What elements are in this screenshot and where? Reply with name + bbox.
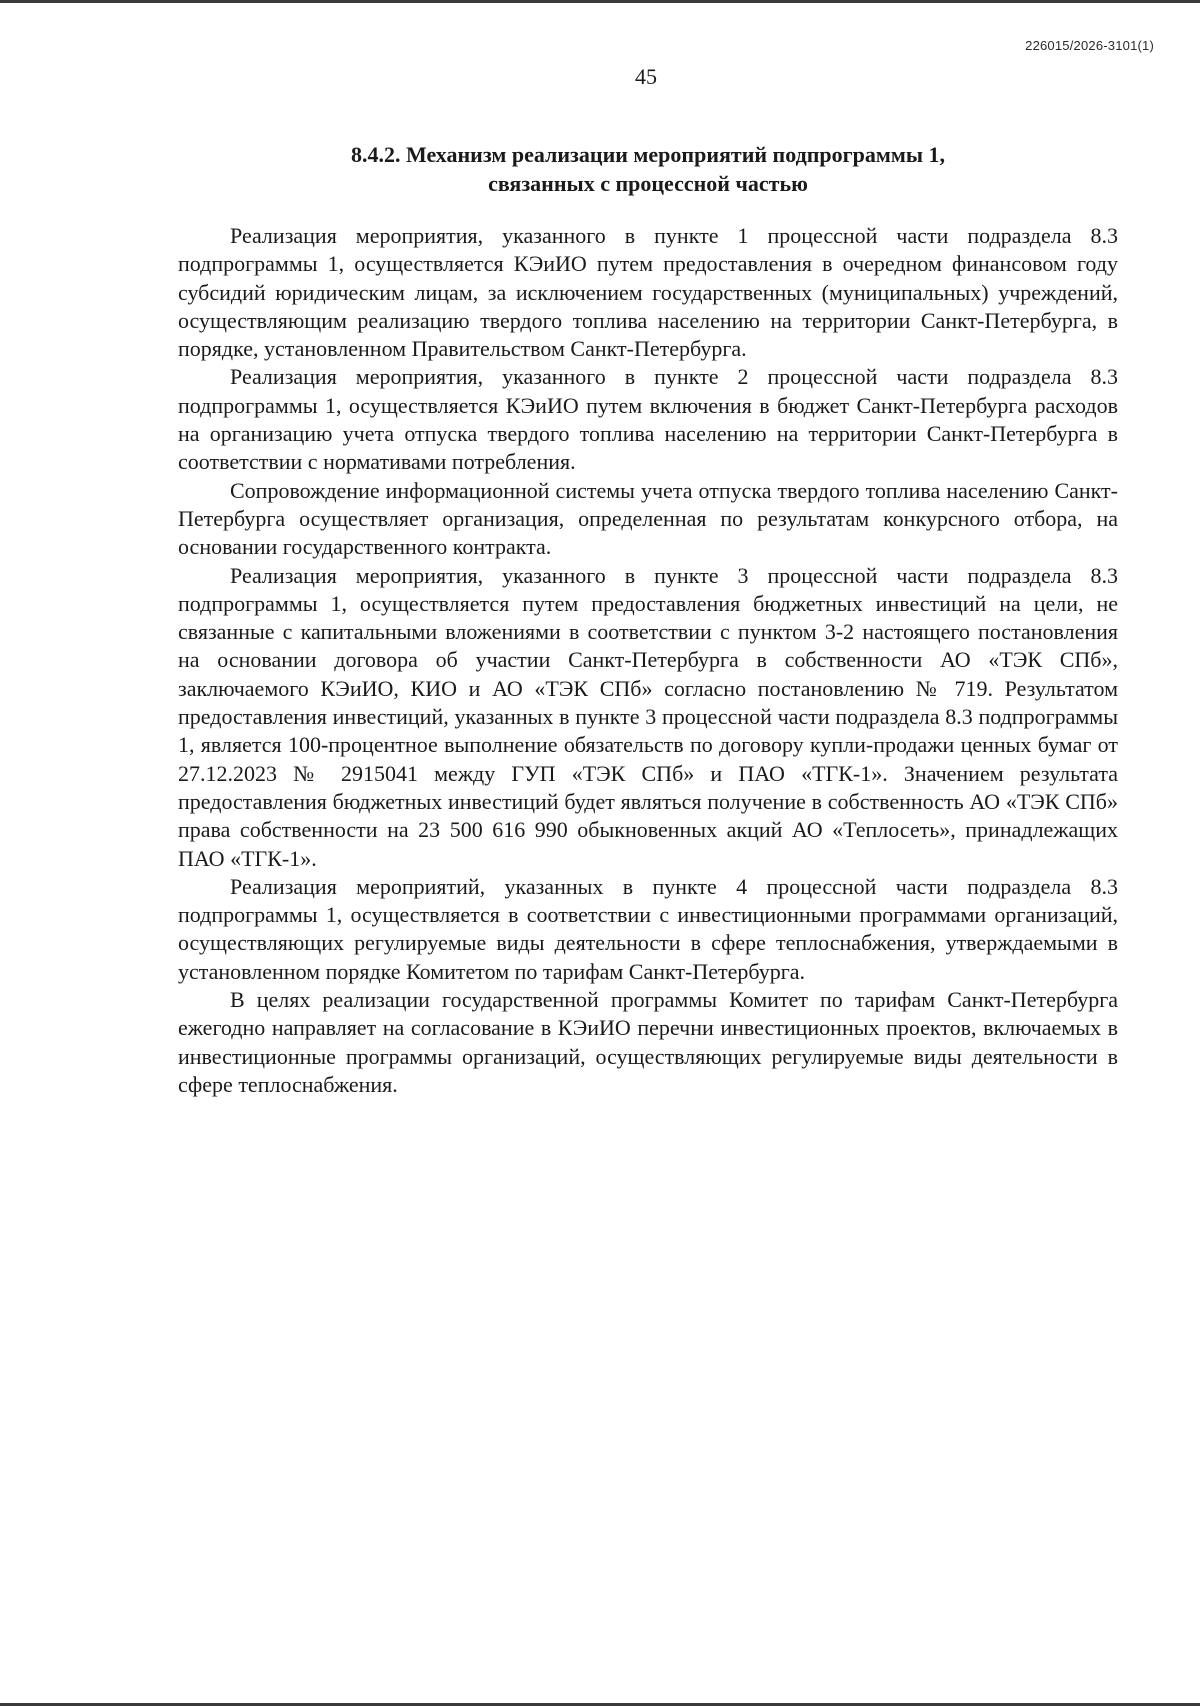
paragraph: Сопровождение информационной системы учета отпуска твердого топлива населению Санкт-Петербурга осуществляет организация, определенная по результатам конкурсного отбора, на основании государственного контракта. [178, 477, 1118, 560]
paragraph: В целях реализации государственной программы Комитет по тарифам Санкт-Петербурга ежегодно направляет на согласование в КЭиИО перечни инвестиционных проектов, включаемых в инвестиционные программы организаций, осуществляющих регулируемые виды деятельности в сфере теплоснабжения. [178, 987, 1118, 1097]
paragraph: Реализация мероприятия, указанного в пункте 3 процессной части подраздела 8.3 подпрограммы 1, осуществляется путем предоставления бюджетных инвестиций на цели, не связанные с капитальными вложениями в соответствии с пунктом 3-2 настоящего постановления на основании договора об участии Санкт-Петербурга в собственности АО «ТЭК СПб», заключаемого КЭиИО, КИО и АО «ТЭК СПб» согласно постановлению № 719. Результатом предоставления инвестиций, указанных в пункте 3 процессной части подраздела 8.3 подпрограммы 1, является 100-процентное выполнение обязательств по договору купли-продажи ценных бумаг от 27.12.2023 № 2915041 между ГУП «ТЭК СПб» и ПАО «ТГК-1». Значением результата предоставления бюджетных инвестиций будет являться получение в собственность АО «ТЭК СПб» права собственности на 23 500 616 990 обыкновенных акций АО «Теплосеть», принадлежащих ПАО «ТГК-1». [178, 562, 1118, 871]
section-heading [178, 140, 1118, 198]
paragraph: Реализация мероприятия, указанного в пункте 1 процессной части подраздела 8.3 подпрограммы 1, осуществляется КЭиИО путем предоставления в очередном финансовом году субсидий юридическим лицам, за исключением государственных (муниципальных) учреждений, осуществляющим реализацию твердого топлива населению на территории Санкт-Петербурга, в порядке, установленном Правительством Санкт-Петербурга. [178, 223, 1118, 362]
scan-edge-top [0, 0, 1200, 3]
section-heading-line-1: 8.4.2. Механизм реализации мероприятий подпрограммы 1, [350, 142, 946, 167]
paragraph: Реализация мероприятия, указанного в пункте 2 процессной части подраздела 8.3 подпрограммы 1, осуществляется КЭиИО путем включения в бюджет Санкт-Петербурга расходов на организацию учета отпуска твердого топлива населению на территории Санкт-Петербурга в соответствии с нормативами потребления. [178, 364, 1118, 475]
page-number: 45 [635, 64, 657, 89]
document-body [178, 222, 1118, 1099]
document-number: 226015/2026-3101(1) [1025, 38, 1154, 53]
section-heading-line-2: связанных с процессной частью [488, 171, 808, 196]
paragraph: Реализация мероприятий, указанных в пункте 4 процессной части подраздела 8.3 подпрограммы 1, осуществляется в соответствии с инвестиционными программами организаций, осуществляющих регулируемые виды деятельности в сфере теплоснабжения, утверждаемыми в установленном порядке Комитетом по тарифам Санкт-Петербурга. [178, 873, 1118, 984]
